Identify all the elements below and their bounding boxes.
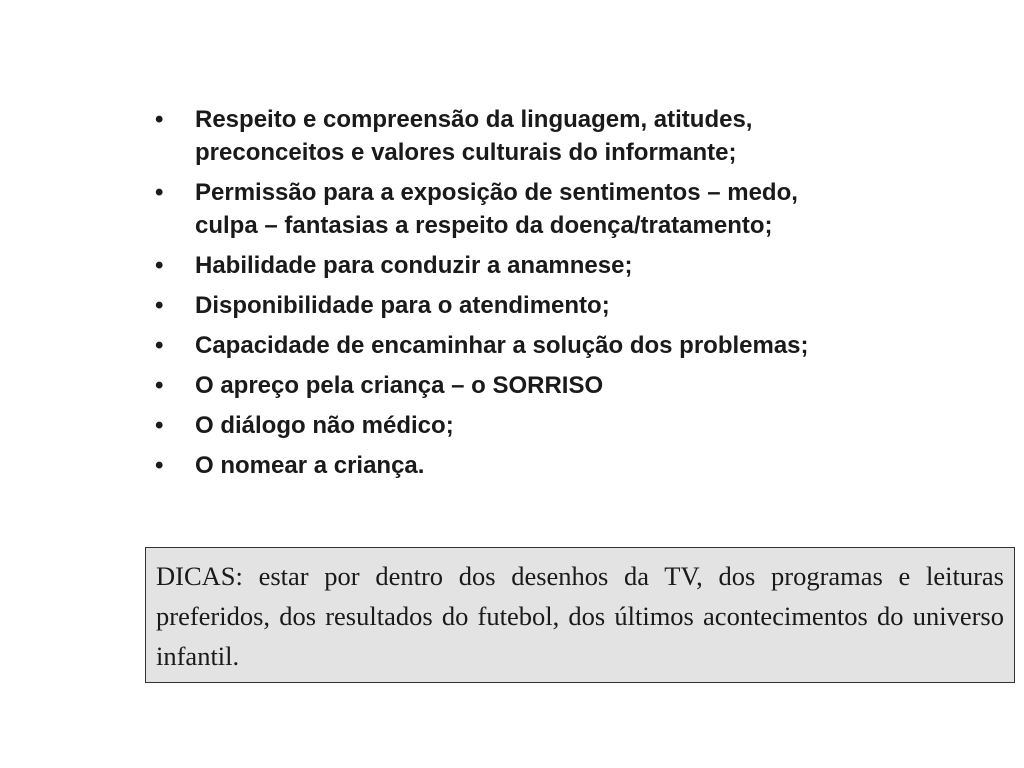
list-item-line: preconceitos e valores culturais do informante; [195, 139, 737, 166]
bullet-icon: • [155, 179, 164, 206]
list-item [150, 176, 970, 242]
tips-body: estar por dentro dos desenhos da TV, dos programas e leituras preferidos, dos resultados do futebol, dos últimos acontecimentos do universo infantil. [156, 561, 1004, 671]
list-item-line: culpa – fantasias a respeito da doença/tratamento; [195, 212, 773, 239]
list-item-line: Permissão para a exposição de sentimentos – medo, [195, 179, 798, 206]
tips-paragraph [156, 556, 1004, 676]
bullet-list [150, 103, 970, 489]
list-item [150, 409, 970, 442]
bullet-icon: • [155, 332, 164, 359]
bullet-icon: • [155, 372, 164, 399]
list-item-line: Capacidade de encaminhar a solução dos problemas; [195, 332, 809, 359]
list-item [150, 329, 970, 362]
list-item [150, 103, 970, 169]
list-item-line: O apreço pela criança – o SORRISO [195, 372, 604, 399]
list-item-line: Disponibilidade para o atendimento; [195, 292, 610, 319]
bullet-icon: • [155, 252, 164, 279]
tips-box [145, 547, 1015, 683]
list-item [150, 249, 970, 282]
list-item [150, 289, 970, 322]
bullet-icon: • [155, 106, 164, 133]
tips-lead: DICAS: [156, 561, 243, 591]
bullet-icon: • [155, 412, 164, 439]
bullet-icon: • [155, 292, 164, 319]
bullet-icon: • [155, 452, 164, 479]
list-item [150, 369, 970, 402]
list-item-line: Habilidade para conduzir a anamnese; [195, 252, 633, 279]
list-item-line: Respeito e compreensão da linguagem, atitudes, [195, 106, 753, 133]
list-item [150, 449, 970, 482]
list-item-line: O nomear a criança. [195, 452, 425, 479]
list-item-line: O diálogo não médico; [195, 412, 454, 439]
